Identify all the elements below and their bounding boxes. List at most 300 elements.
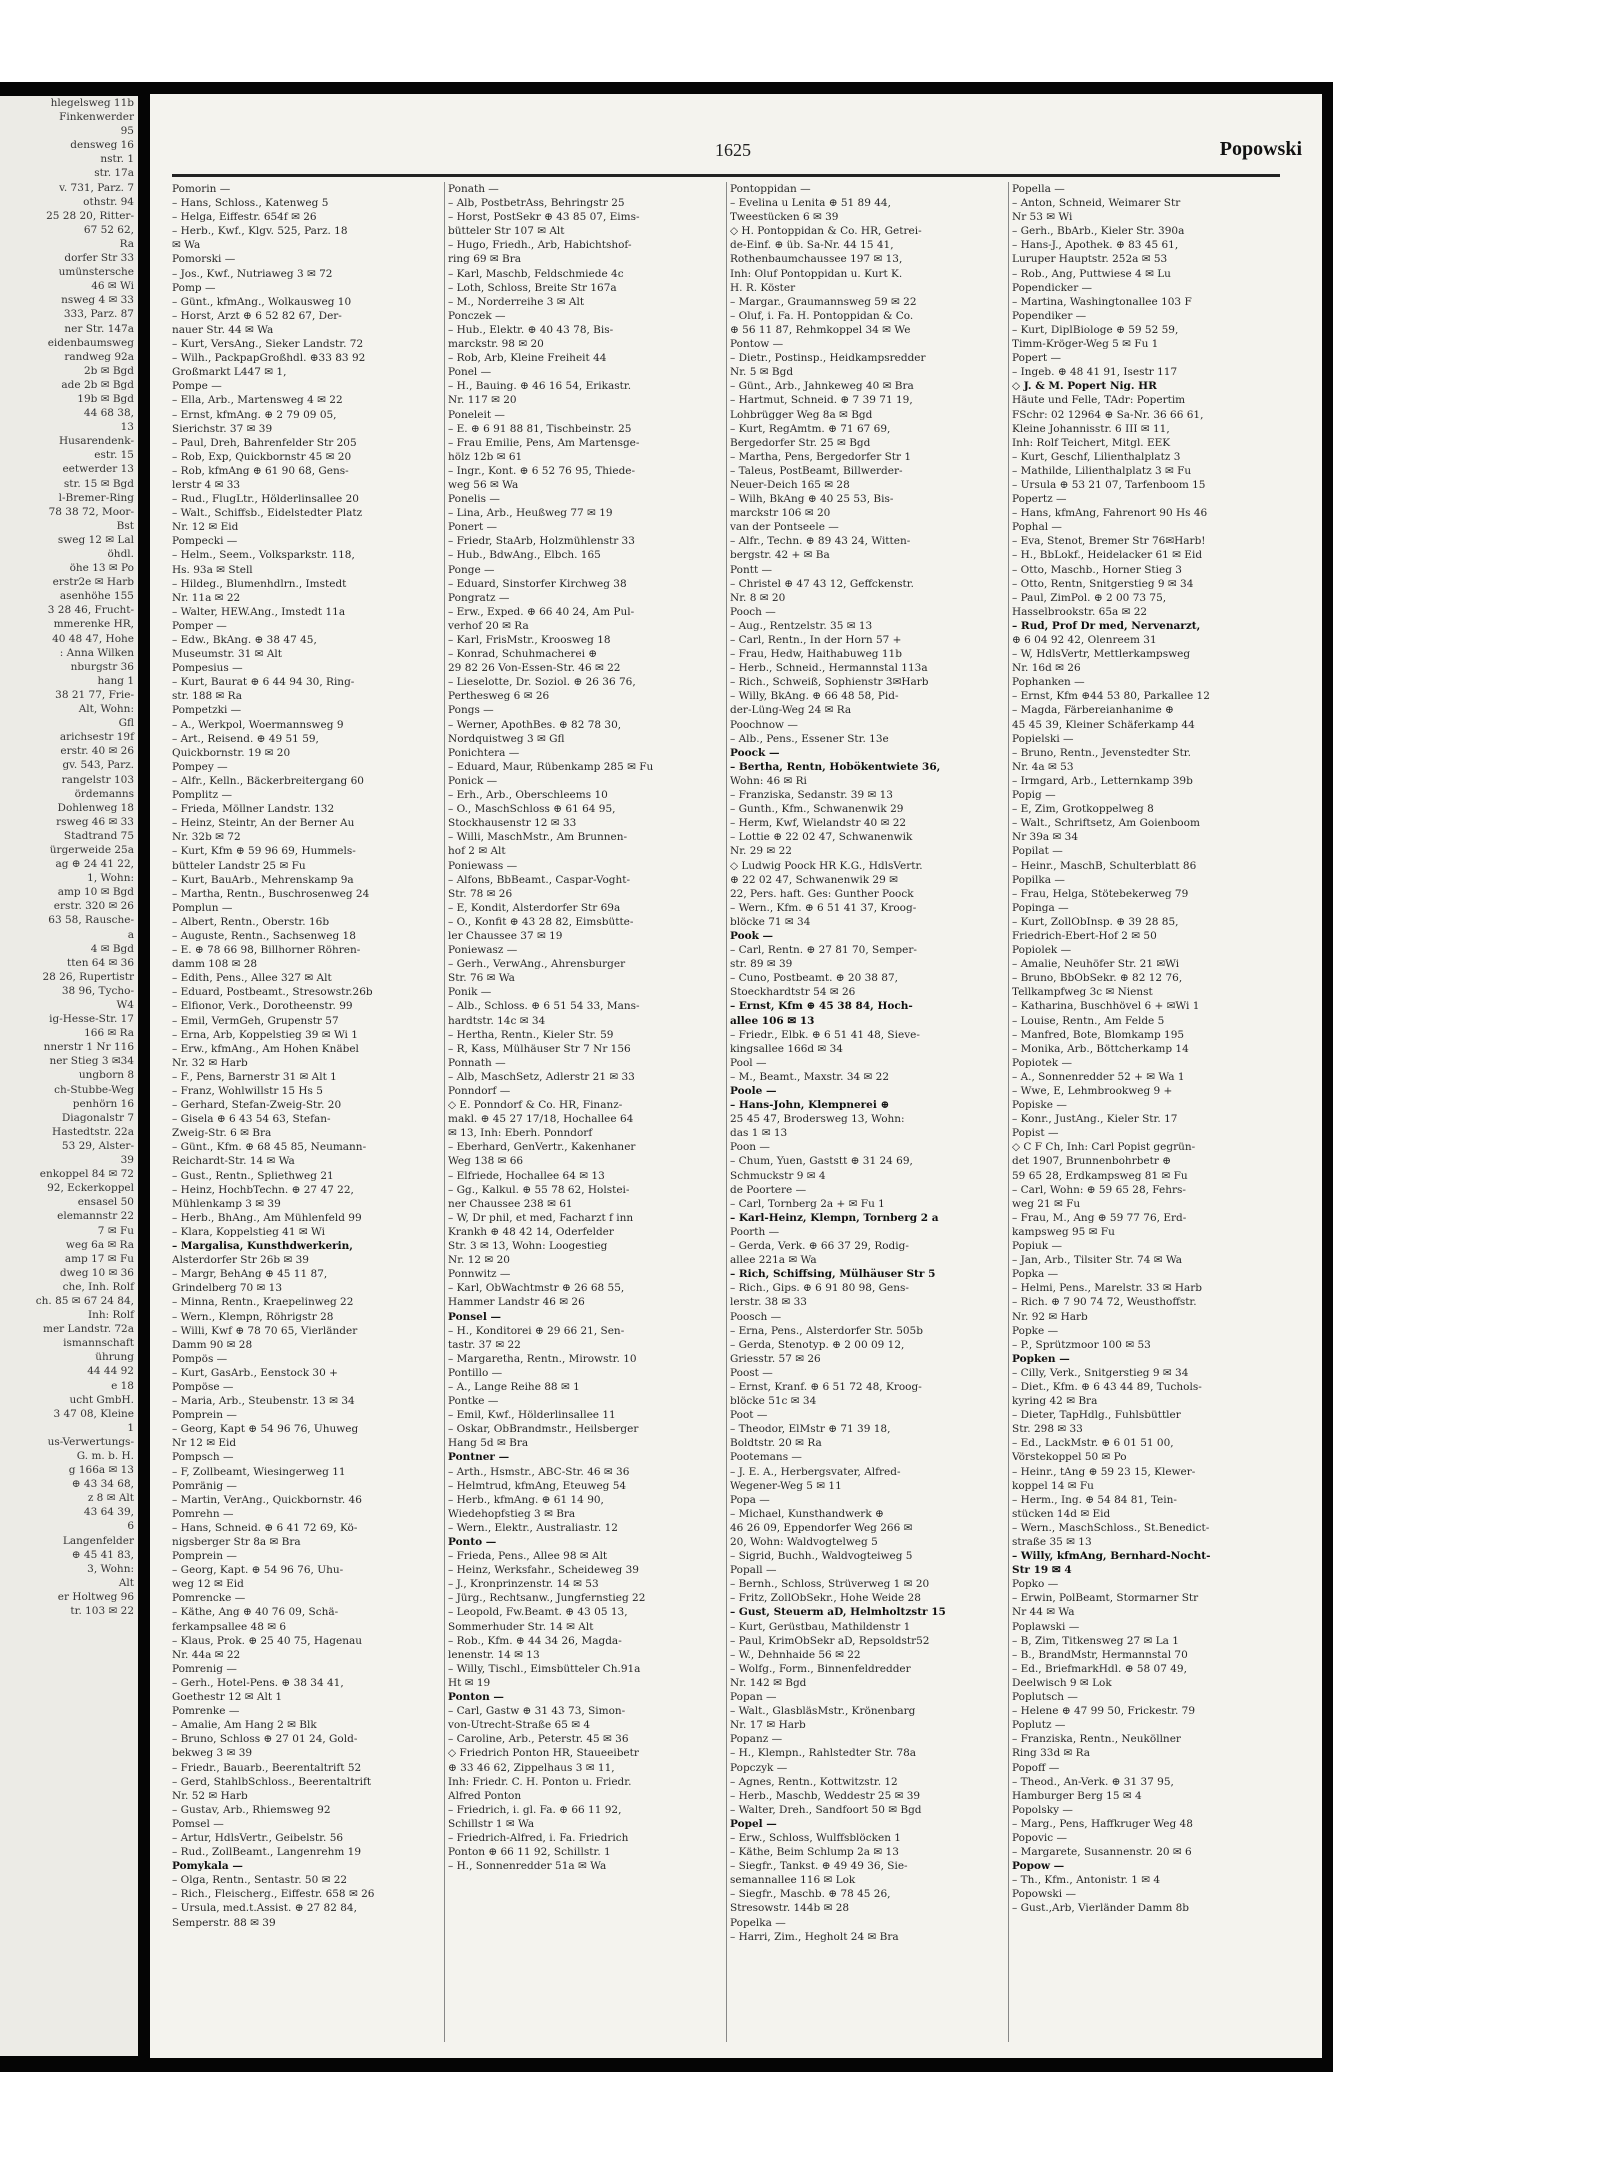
- directory-entry: ⊕ 33 46 62, Zippelhaus 3 ✉ 11,: [448, 1761, 615, 1774]
- directory-entry: – Oluf, i. Fa. H. Pontoppidan & Co.: [730, 309, 914, 322]
- directory-entry: Pomränig —: [172, 1479, 237, 1492]
- directory-entry: – Agnes, Rentn., Kottwitzstr. 12: [730, 1775, 898, 1788]
- previous-page-text-line: randweg 92a: [64, 350, 134, 363]
- directory-entry: Museumstr. 31 ✉ Alt: [172, 648, 282, 661]
- directory-entry: Popist —: [1012, 1127, 1059, 1140]
- directory-entry: – Wern., Elektr., Australiastr. 12: [448, 1521, 618, 1534]
- directory-entry: blöcke 51c ✉ 34: [730, 1395, 817, 1408]
- directory-entry: Poosch —: [730, 1310, 782, 1323]
- directory-entry: – Erna, Pens., Alsterdorfer Str. 505b: [730, 1324, 923, 1337]
- directory-entry: – Louise, Rentn., Am Felde 5: [1012, 1014, 1165, 1027]
- directory-entry: – Elfionor, Verk., Dorotheenstr. 99: [172, 1000, 353, 1013]
- directory-entry: Pophanken —: [1012, 676, 1085, 689]
- directory-entry: – Gerd, StahlbSchloss., Beerentaltrift: [172, 1775, 372, 1788]
- directory-entry: – Eduard, Postbeamt., Stresowstr.26b: [172, 986, 373, 999]
- previous-page-text-line: 1: [127, 1421, 134, 1434]
- previous-page-text-line: 92, Eckerkoppel: [47, 1182, 134, 1195]
- previous-page-text-line: 67 52 62,: [83, 223, 134, 236]
- directory-entry: – Martin, VerAng., Quickbornstr. 46: [172, 1493, 362, 1506]
- directory-entry: – Heinz, Werksfahr., Scheideweg 39: [448, 1564, 639, 1577]
- directory-entry: – Eberhard, GenVertr., Kakenhaner: [448, 1141, 636, 1154]
- directory-entry: – Gerh., BbArb., Kieler Str. 390a: [1012, 225, 1185, 238]
- directory-entry: – Dieter, TapHdlg., Fuhlsbüttler: [1012, 1409, 1181, 1422]
- previous-page-text-line: ismannschaft: [63, 1337, 134, 1350]
- directory-entry: 25 45 47, Brodersweg 13, Wohn:: [730, 1113, 905, 1126]
- directory-entry: Popilka —: [1012, 873, 1065, 886]
- directory-entry: Ponczek —: [448, 309, 506, 322]
- directory-entry: hardtstr. 14c ✉ 34: [448, 1014, 546, 1027]
- directory-entry: Pontoppidan —: [730, 183, 811, 195]
- directory-entry: – Kurt, ZollObInsp. ⊕ 39 28 85,: [1012, 915, 1179, 928]
- directory-entry: – Emil, VermGeh, Grupenstr 57: [172, 1014, 339, 1027]
- directory-entry: ⊕ 6 04 92 42, Olenreem 31: [1012, 634, 1157, 646]
- directory-entry: allee 106 ✉ 13: [730, 1014, 815, 1027]
- directory-entry: Popka —: [1012, 1268, 1059, 1281]
- directory-entry: Nr 12 ✉ Eid: [172, 1437, 237, 1450]
- directory-entry: – Kurt, RegAmtm. ⊕ 71 67 69,: [730, 422, 891, 435]
- directory-entry: – Rud., ZollBeamt., Langenrehm 19: [172, 1846, 362, 1859]
- previous-page-text-line: othstr. 94: [83, 195, 134, 208]
- directory-entry: Popolsky —: [1012, 1803, 1073, 1816]
- directory-entry: Schmuckstr 9 ✉ 4: [730, 1169, 826, 1182]
- directory-entry: Kleine Johannisstr. 6 III ✉ 11,: [1012, 422, 1170, 435]
- directory-entry: bütteler Str 107 ✉ Alt: [448, 225, 565, 238]
- directory-entry: Str 19 ✉ 4: [1012, 1564, 1072, 1577]
- directory-entry: Ponndorf —: [448, 1085, 511, 1097]
- previous-page-text-line: dweg 10 ✉ 36: [59, 1266, 134, 1279]
- directory-entry: – Emil, Kwf., Hölderlinsallee 11: [448, 1409, 616, 1422]
- directory-entry: Sierichstr. 37 ✉ 39: [172, 422, 273, 435]
- previous-page-text-line: ucht GmbH.: [69, 1393, 134, 1406]
- directory-entry: H. R. Köster: [730, 281, 796, 294]
- directory-entry: – Alfons, BbBeamt., Caspar-Voght-: [448, 873, 631, 886]
- directory-entry: Popow —: [1012, 1860, 1065, 1873]
- previous-page-text-line: 95: [120, 125, 134, 138]
- directory-entry: – Karl-Heinz, Klempn, Tornberg 2 a: [730, 1211, 939, 1224]
- previous-page-text-line: W4: [116, 999, 134, 1011]
- directory-entry: Nordquistweg 3 ✉ Gfl: [448, 732, 565, 745]
- directory-entry: – Willi, MaschMstr., Am Brunnen-: [448, 831, 628, 844]
- directory-entry: Hamburger Berg 15 ✉ 4: [1012, 1789, 1142, 1802]
- directory-entry: – Erh., Arb., Oberschleems 10: [448, 789, 608, 802]
- directory-entry: – Diet., Kfm. ⊕ 6 43 44 89, Tuchols-: [1012, 1380, 1202, 1393]
- directory-entry: FSchr: 02 12964 ⊕ Sa-Nr. 36 66 61,: [1012, 408, 1204, 421]
- directory-entry: Bergedorfer Str. 25 ✉ Bgd: [730, 436, 871, 449]
- directory-entry: ◇ Ludwig Poock HR K.G., HdlsVertr.: [730, 859, 923, 872]
- directory-entry: Nr 39a ✉ 34: [1012, 831, 1078, 844]
- directory-entry: Popendicker —: [1012, 281, 1093, 294]
- column-divider: [444, 182, 445, 2042]
- directory-entry: – Gust.,Arb, Vierländer Damm 8b: [1012, 1902, 1190, 1915]
- previous-page-text-line: Alt: [118, 1576, 134, 1589]
- directory-entry: de Poortere —: [730, 1183, 807, 1196]
- directory-entry: Wohn: 46 ✉ Ri: [730, 774, 807, 787]
- directory-entry: Pomykala —: [172, 1860, 243, 1873]
- directory-entry: kampsweg 95 ✉ Fu: [1012, 1225, 1115, 1238]
- directory-entry: – Albert, Rentn., Oberstr. 16b: [172, 915, 330, 928]
- directory-entry: – Otto, Rentn, Snitgerstieg 9 ✉ 34: [1012, 577, 1194, 590]
- directory-entry: – Herm., Ing. ⊕ 54 84 81, Tein-: [1012, 1493, 1177, 1506]
- directory-entry: Popiske —: [1012, 1099, 1067, 1112]
- directory-entry: Nr. 17 ✉ Harb: [730, 1719, 806, 1732]
- directory-column-4: [1012, 182, 1284, 2042]
- directory-entry: Ponichtera —: [448, 746, 520, 759]
- directory-entry: Popilat —: [1012, 845, 1063, 858]
- directory-entry: – Eva, Stenot, Bremer Str 76✉Harb!: [1012, 535, 1206, 548]
- directory-entry: – Monika, Arb., Böttcherkamp 14: [1012, 1042, 1189, 1055]
- previous-page-text-line: erstr2e ✉ Harb: [52, 576, 134, 589]
- directory-entry: – Arth., Hsmstr., ABC-Str. 46 ✉ 36: [448, 1465, 630, 1478]
- directory-entry: – Friedr., Elbk. ⊕ 6 51 41 48, Sieve-: [730, 1028, 920, 1041]
- directory-entry: Pomrehn —: [172, 1507, 234, 1520]
- directory-entry: – Helene ⊕ 47 99 50, Frickestr. 79: [1012, 1705, 1196, 1718]
- directory-entry: – R, Kass, Mülhäuser Str 7 Nr 156: [448, 1042, 631, 1055]
- directory-entry: Popan —: [730, 1691, 777, 1704]
- directory-entry: – Franziska, Sedanstr. 39 ✉ 13: [730, 789, 893, 802]
- directory-entry: – Amalie, Am Hang 2 ✉ Blk: [172, 1719, 317, 1732]
- directory-entry: – Dietr., Postinsp., Heidkampsredder: [730, 352, 926, 365]
- directory-entry: – Willy, BkAng. ⊕ 66 48 58, Pid-: [730, 690, 899, 703]
- directory-entry: – Walt., GlasbläsMstr., Krönenbarg: [730, 1705, 916, 1718]
- directory-entry: – Alb., Schloss. ⊕ 6 51 54 33, Mans-: [448, 1000, 640, 1013]
- directory-entry: – Margar., Graumannsweg 59 ✉ 22: [730, 295, 917, 308]
- directory-entry: 29 82 26 Von-Essen-Str. 46 ✉ 22: [448, 662, 621, 675]
- directory-entry: Pomprein —: [172, 1550, 237, 1563]
- directory-entry: – Karl, ObWachtmstr ⊕ 26 68 55,: [448, 1282, 625, 1295]
- directory-entry: – Hans, Schloss., Katenweg 5: [172, 197, 329, 210]
- directory-entry: bergstr. 42 + ✉ Ba: [730, 549, 830, 562]
- directory-entry: Nr. 11a ✉ 22: [172, 591, 241, 604]
- directory-entry: Weg 138 ✉ 66: [448, 1155, 524, 1168]
- directory-entry: Pontner —: [448, 1451, 510, 1464]
- directory-entry: Ponto —: [448, 1536, 497, 1548]
- previous-page-text-line: densweg 16: [70, 139, 134, 152]
- previous-page-text-line: 1, Wohn:: [87, 872, 134, 885]
- directory-entry: – Herb., Schneid., Hermannstal 113a: [730, 662, 928, 675]
- directory-entry: Inh: Rolf Teichert, Mitgl. EEK: [1012, 436, 1171, 449]
- directory-entry: Ponick —: [448, 774, 498, 787]
- directory-entry: – Kurt, Kfm ⊕ 59 96 69, Hummels-: [172, 845, 356, 858]
- directory-entry: 46 26 09, Eppendorfer Weg 266 ✉: [730, 1521, 913, 1534]
- directory-entry: – Franziska, Rentn., Neuköllner: [1012, 1733, 1181, 1746]
- directory-entry: – B., BrandMstr, Hermannstal 70: [1012, 1648, 1188, 1661]
- directory-entry: Wiedehopfstieg 3 ✉ Bra: [448, 1507, 576, 1520]
- previous-page-text-line: arichsestr 19f: [59, 731, 134, 744]
- directory-entry: – Ingeb. ⊕ 48 41 91, Isestr 117: [1012, 366, 1178, 379]
- directory-entry: – Konrad, Schuhmacherei ⊕: [448, 648, 598, 661]
- directory-entry: – O., Konfit ⊕ 43 28 82, Eimsbütte-: [448, 915, 634, 928]
- directory-entry: marckstr. 98 ✉ 20: [448, 338, 544, 351]
- directory-entry: – Hartmut, Schneid. ⊕ 7 39 71 19,: [730, 394, 913, 407]
- directory-entry: – Margarete, Susannenstr. 20 ✉ 6: [1012, 1846, 1192, 1859]
- directory-entry: Pophal —: [1012, 521, 1062, 534]
- directory-entry: Pontow —: [730, 338, 784, 351]
- directory-entry: – Martha, Rentn., Buschrosenweg 24: [172, 887, 370, 900]
- directory-entry: – Siegfr., Tankst. ⊕ 49 49 36, Sie-: [730, 1860, 908, 1873]
- previous-page-text-line: rsweg 46 ✉ 33: [56, 815, 134, 828]
- directory-entry: Alsterdorfer Str 26b ✉ 39: [172, 1254, 309, 1267]
- directory-entry: – Kurt, DiplBiologe ⊕ 59 52 59,: [1012, 323, 1179, 336]
- directory-entry: Pomrenke —: [172, 1705, 240, 1718]
- directory-entry: Nr. 4a ✉ 53: [1012, 760, 1074, 773]
- directory-entry: – Christel ⊕ 47 43 12, Geffckenstr.: [730, 577, 914, 590]
- previous-page-text-line: us-Verwertungs-: [47, 1435, 134, 1448]
- directory-entry: Pomp —: [172, 281, 216, 294]
- directory-entry: de-Einf. ⊕ üb. Sa-Nr. 44 15 41,: [730, 239, 894, 252]
- column-divider: [726, 182, 727, 2042]
- directory-entry: – Ed., LackMstr. ⊕ 6 01 51 00,: [1012, 1437, 1174, 1450]
- previous-page-text-line: ördemanns: [74, 787, 134, 800]
- directory-entry: Nr. 29 ✉ 22: [730, 845, 792, 858]
- directory-entry: Ht ✉ 19: [448, 1676, 491, 1689]
- directory-entry: – Lieselotte, Dr. Soziol. ⊕ 26 36 76,: [448, 676, 636, 689]
- directory-entry: – Bruno, Schloss ⊕ 27 01 24, Gold-: [172, 1733, 358, 1746]
- previous-page-text-line: nnerstr 1 Nr 116: [43, 1041, 134, 1054]
- directory-entry: Nr. 5 ✉ Bgd: [730, 366, 794, 379]
- directory-entry: – Otto, Maschb., Horner Stieg 3: [1012, 563, 1182, 576]
- directory-entry: Ponert —: [448, 521, 498, 534]
- directory-entry: – Kurt, VersAng., Sieker Landstr. 72: [172, 338, 364, 351]
- previous-page-text-line: 63 58, Rausche-: [48, 914, 134, 927]
- previous-page-text-line: 3, Wohn:: [87, 1562, 134, 1575]
- directory-entry: – Taleus, PostBeamt, Billwerder-: [730, 464, 903, 477]
- directory-entry: – Ernst, Kranf. ⊕ 6 51 72 48, Kroog-: [730, 1380, 922, 1393]
- directory-entry: Nr 53 ✉ Wi: [1012, 211, 1073, 224]
- directory-entry: – Harri, Zim., Hegholt 24 ✉ Bra: [730, 1930, 899, 1943]
- directory-entry: marckstr 106 ✉ 20: [730, 507, 831, 520]
- directory-entry: Poochnow —: [730, 718, 798, 731]
- directory-entry: – Gerda, Stenotyp. ⊕ 2 00 09 12,: [730, 1338, 905, 1351]
- directory-entry: – E. ⊕ 6 91 88 81, Tischbeinstr. 25: [448, 422, 632, 435]
- directory-entry: – Gust., Rentn., Spliethweg 21: [172, 1169, 334, 1182]
- directory-entry: – Rich, Schiffsing, Mülhäuser Str 5: [730, 1268, 936, 1281]
- directory-entry: Popel —: [730, 1817, 777, 1830]
- previous-page-text-line: Dohlenweg 18: [57, 801, 134, 814]
- directory-entry: – Klaus, Prok. ⊕ 25 40 75, Hagenau: [172, 1634, 363, 1647]
- previous-page-text-line: tten 64 ✉ 36: [67, 956, 134, 969]
- previous-page-text-line: Finkenwerder: [59, 111, 134, 124]
- directory-entry: – H., Sonnenredder 51a ✉ Wa: [448, 1860, 607, 1873]
- previous-page-text-line: elemannstr 22: [57, 1210, 134, 1223]
- previous-page-text-line: eidenbaumsweg: [47, 336, 134, 349]
- previous-page-text-line: 2b ✉ Bgd: [83, 364, 134, 377]
- directory-entry: det 1907, Brunnenbohrbetr ⊕: [1012, 1155, 1172, 1168]
- directory-entry: – Hans, kfmAng, Fahrenort 90 Hs 46: [1012, 507, 1208, 520]
- directory-entry: – Werner, ApothBes. ⊕ 82 78 30,: [448, 718, 622, 731]
- directory-entry: Ponik —: [448, 986, 492, 999]
- previous-page-text-line: Gfl: [118, 717, 134, 730]
- directory-entry: Nr 44 ✉ Wa: [1012, 1606, 1075, 1619]
- directory-entry: Pool —: [730, 1056, 767, 1069]
- previous-page-text-line: 39: [120, 1154, 134, 1167]
- directory-entry: – Rud., FlugLtr., Hölderlinsallee 20: [172, 493, 359, 506]
- directory-entry: – Rich., Fleischerg., Eiffestr. 658 ✉ 26: [172, 1888, 375, 1901]
- directory-entry: kingsallee 166d ✉ 34: [730, 1042, 843, 1055]
- directory-entry: – Carl, Rentn. ⊕ 27 81 70, Semper-: [730, 944, 917, 957]
- directory-entry: – Günt., kfmAng., Wolkausweg 10: [172, 295, 352, 308]
- previous-page-text-line: amp 17 ✉ Fu: [64, 1252, 134, 1265]
- directory-entry: Deelwisch 9 ✉ Lok: [1012, 1676, 1112, 1689]
- directory-entry: – Erwin, PolBeamt, Stormarner Str: [1012, 1592, 1199, 1605]
- directory-entry: – A., Sonnenredder 52 + ✉ Wa 1: [1012, 1070, 1185, 1083]
- directory-entry: Pomorin —: [172, 183, 231, 195]
- previous-page-text-line: nburgstr 36: [70, 660, 134, 673]
- directory-entry: Alfred Ponton: [448, 1789, 522, 1802]
- directory-entry: Vörstekoppel 50 ✉ Po: [1012, 1451, 1127, 1464]
- directory-entry: – Walt., Schiffsb., Eidelstedter Platz: [172, 507, 363, 520]
- directory-entry: Popig —: [1012, 789, 1056, 802]
- directory-entry: – Evelina u Lenita ⊕ 51 89 44,: [730, 197, 891, 210]
- column-divider: [1008, 182, 1009, 2042]
- directory-entry: – Rud, Prof Dr med, Nervenarzt,: [1012, 619, 1201, 632]
- previous-page-text-line: hlegelsweg 11b: [50, 97, 134, 109]
- directory-entry: Quickbornstr. 19 ✉ 20: [172, 746, 291, 759]
- directory-entry: – Frau, Helga, Stötebekerweg 79: [1012, 887, 1189, 900]
- directory-entry: ✉ Wa: [172, 239, 201, 252]
- directory-entry: Zweig-Str. 6 ✉ Bra: [172, 1127, 272, 1140]
- previous-page-text-line: dorfer Str 33: [64, 252, 134, 265]
- directory-entry: Poost —: [730, 1366, 773, 1379]
- directory-entry: – Ingr., Kont. ⊕ 6 52 76 95, Thiede-: [448, 464, 636, 477]
- directory-entry: – Th., Kfm., Antonistr. 1 ✉ 4: [1012, 1874, 1161, 1887]
- directory-entry: Luruper Hauptstr. 252a ✉ 53: [1012, 253, 1168, 266]
- directory-entry: – Hugo, Friedh., Arb, Habichtshof-: [448, 239, 632, 252]
- previous-page-text-line: 44 68 38,: [83, 407, 134, 420]
- directory-entry: – Eduard, Sinstorfer Kirchweg 38: [448, 577, 627, 590]
- directory-entry: – Martina, Washingtonallee 103 F: [1012, 295, 1192, 308]
- previous-page-text-line: rangelstr 103: [61, 773, 134, 786]
- directory-entry: – A., Lange Reihe 88 ✉ 1: [448, 1380, 580, 1393]
- previous-page-text-line: ig-Hesse-Str. 17: [49, 1013, 134, 1026]
- directory-entry: Ponelis —: [448, 493, 500, 506]
- directory-entry: damm 108 ✉ 28: [172, 958, 258, 971]
- previous-page-text-line: ensasel 50: [77, 1196, 134, 1209]
- previous-page-text-line: g 166a ✉ 13: [68, 1464, 134, 1477]
- previous-page-text-line: 4 ✉ Bgd: [90, 942, 134, 955]
- directory-entry: Popella —: [1012, 183, 1065, 195]
- directory-entry: – Bruno, BbObSekr. ⊕ 82 12 76,: [1012, 972, 1183, 985]
- previous-page-text-line: str. 15 ✉ Bgd: [63, 477, 134, 490]
- directory-entry: Pongratz —: [448, 591, 510, 604]
- directory-entry: – Hertha, Rentn., Kieler Str. 59: [448, 1028, 614, 1041]
- directory-entry: – E, Zim, Grotkoppelweg 8: [1012, 803, 1154, 816]
- directory-entry: – Chum, Yuen, Gaststt ⊕ 31 24 69,: [730, 1155, 913, 1168]
- previous-page-text-line: ch-Stubbe-Weg: [54, 1083, 134, 1096]
- directory-entry: Hasselbrookstr. 65a ✉ 22: [1012, 605, 1148, 618]
- directory-entry: – Siegfr., Maschb. ⊕ 78 45 26,: [730, 1888, 891, 1901]
- directory-entry: – Helm., Seem., Volksparkstr. 118,: [172, 549, 355, 562]
- directory-entry: Pontt —: [730, 563, 772, 576]
- previous-page-text-line: nstr. 1: [100, 153, 134, 166]
- directory-entry: – Wilh, BkAng ⊕ 40 25 53, Bis-: [730, 493, 894, 506]
- directory-entry: Timm-Kröger-Weg 5 ✉ Fu 1: [1012, 338, 1159, 351]
- directory-entry: der-Lüng-Weg 24 ✉ Ra: [730, 704, 852, 717]
- directory-entry: Nr. 44a ✉ 22: [172, 1648, 241, 1661]
- directory-entry: – Konr., JustAng., Kieler Str. 17: [1012, 1113, 1178, 1126]
- directory-entry: – Alb, MaschSetz, Adlerstr 21 ✉ 33: [448, 1070, 635, 1083]
- directory-entry: – Hans, Schneid. ⊕ 6 41 72 69, Kö-: [172, 1521, 358, 1534]
- directory-entry: ⊕ 56 11 87, Rehmkoppel 34 ✉ We: [730, 323, 911, 336]
- directory-entry: Großmarkt L447 ✉ 1,: [172, 366, 287, 379]
- directory-entry: Popiotek —: [1012, 1056, 1072, 1069]
- directory-entry: ◇ J. & M. Popert Nig. HR: [1012, 380, 1157, 393]
- directory-entry: – Franz, Wohlwillstr 15 Hs 5: [172, 1085, 323, 1097]
- directory-entry: ◇ Friedrich Ponton HR, Staueeibetr: [448, 1747, 639, 1760]
- directory-entry: – Gust, Steuerm aD, Helmholtzstr 15: [730, 1606, 946, 1619]
- directory-entry: – O., MaschSchloss ⊕ 61 64 95,: [448, 803, 616, 816]
- directory-entry: Pooch —: [730, 605, 776, 618]
- previous-page-text-line: 3 28 46, Frucht-: [47, 604, 134, 617]
- directory-entry: – Sigrid, Buchh., Waldvogteiweg 5: [730, 1550, 913, 1563]
- previous-page-text-line: mmerenke HR,: [53, 618, 134, 631]
- directory-entry: – Gerda, Verk. ⊕ 66 37 29, Rodig-: [730, 1240, 909, 1253]
- directory-entry: – H., Bauing. ⊕ 46 16 54, Erikastr.: [448, 380, 632, 393]
- directory-entry: – Helga, Eiffestr. 654f ✉ 26: [172, 211, 317, 224]
- directory-entry: Str. 78 ✉ 26: [448, 887, 513, 900]
- directory-entry: Poniewass —: [448, 859, 518, 872]
- directory-entry: – Jürg., Rechtsanw., Jungfernstieg 22: [448, 1592, 646, 1605]
- directory-entry: – Marg., Pens, Haffkruger Weg 48: [1012, 1817, 1193, 1830]
- directory-entry: Pootemans —: [730, 1451, 802, 1464]
- directory-entry: – Edith, Pens., Allee 327 ✉ Alt: [172, 972, 332, 985]
- directory-entry: Nr. 16d ✉ 26: [1012, 662, 1081, 675]
- previous-page-text-line: erstr. 40 ✉ 26: [60, 745, 134, 758]
- directory-entry: – Oskar, ObBrandmstr., Heilsberger: [448, 1423, 639, 1436]
- directory-entry: – Willy, Tischl., Eimsbütteler Ch.91a: [448, 1662, 641, 1675]
- directory-entry: ner Chaussee 238 ✉ 61: [448, 1197, 573, 1210]
- previous-page-text-line: estr. 15: [94, 449, 134, 462]
- directory-column-3: [730, 182, 1002, 2042]
- directory-entry: – A., Werkpol, Woermannsweg 9: [172, 718, 344, 731]
- previous-page-text-line: ch. 85 ✉ 67 24 84,: [35, 1294, 134, 1307]
- directory-entry: – Wern., Klempn, Röhrigstr 28: [172, 1310, 334, 1323]
- directory-entry: – Ernst, kfmAng. ⊕ 2 79 09 05,: [172, 408, 337, 421]
- directory-entry: – Wern., MaschSchloss., St.Benedict-: [1012, 1521, 1210, 1534]
- previous-page-text-line: eetwerder 13: [62, 463, 134, 476]
- previous-page-text-line: ührung: [95, 1351, 134, 1364]
- directory-entry: 45 45 39, Kleiner Schäferkamp 44: [1012, 718, 1195, 731]
- directory-entry: – Rob., Kfm. ⊕ 44 34 26, Magda-: [448, 1634, 622, 1647]
- directory-entry: – Helmi, Pens., Marelstr. 33 ✉ Harb: [1012, 1282, 1203, 1295]
- directory-entry: Grindelberg 70 ✉ 13: [172, 1282, 283, 1295]
- directory-entry: – Herm, Kwf, Wielandstr 40 ✉ 22: [730, 817, 907, 830]
- directory-entry: – Herb., Kwf., Klgv. 525, Parz. 18: [172, 225, 348, 238]
- directory-entry: Poneleit —: [448, 408, 505, 421]
- directory-entry: Nr. 32 ✉ Harb: [172, 1056, 248, 1069]
- previous-page-text-line: str. 17a: [94, 167, 134, 180]
- directory-entry: – Cilly, Verk., Snitgerstieg 9 ✉ 34: [1012, 1366, 1189, 1379]
- directory-entry: – Georg, Kapt ⊕ 54 96 76, Uhuweg: [172, 1423, 359, 1436]
- directory-entry: – E. ⊕ 78 66 98, Billhorner Röhren-: [172, 944, 361, 957]
- directory-entry: Nr. 12 ✉ Eid: [172, 521, 239, 534]
- directory-entry: Pompecki —: [172, 535, 238, 548]
- directory-entry: Poot —: [730, 1409, 768, 1422]
- directory-entry: – Caroline, Arb., Peterstr. 45 ✉ 36: [448, 1733, 629, 1746]
- directory-entry: Poplutz —: [1012, 1719, 1066, 1732]
- directory-entry: koppel 14 ✉ Fu: [1012, 1479, 1094, 1492]
- directory-entry: – Erna, Arb, Koppelstieg 39 ✉ Wi 1: [172, 1028, 358, 1041]
- directory-entry: Ponton —: [448, 1691, 504, 1704]
- directory-entry: – Martha, Pens, Bergedorfer Str 1: [730, 450, 912, 463]
- previous-page-text-line: hang 1: [97, 674, 134, 687]
- directory-entry: Popken —: [1012, 1352, 1070, 1365]
- directory-entry: von-Utrecht-Straße 65 ✉ 4: [448, 1719, 591, 1732]
- directory-entry: Ponath —: [448, 183, 499, 195]
- directory-entry: Hang 5d ✉ Bra: [448, 1437, 529, 1450]
- directory-entry: – Alfr., Techn. ⊕ 89 43 24, Witten-: [730, 535, 911, 548]
- directory-entry: weg 12 ✉ Eid: [172, 1578, 244, 1591]
- directory-entry: Popanz —: [730, 1733, 783, 1746]
